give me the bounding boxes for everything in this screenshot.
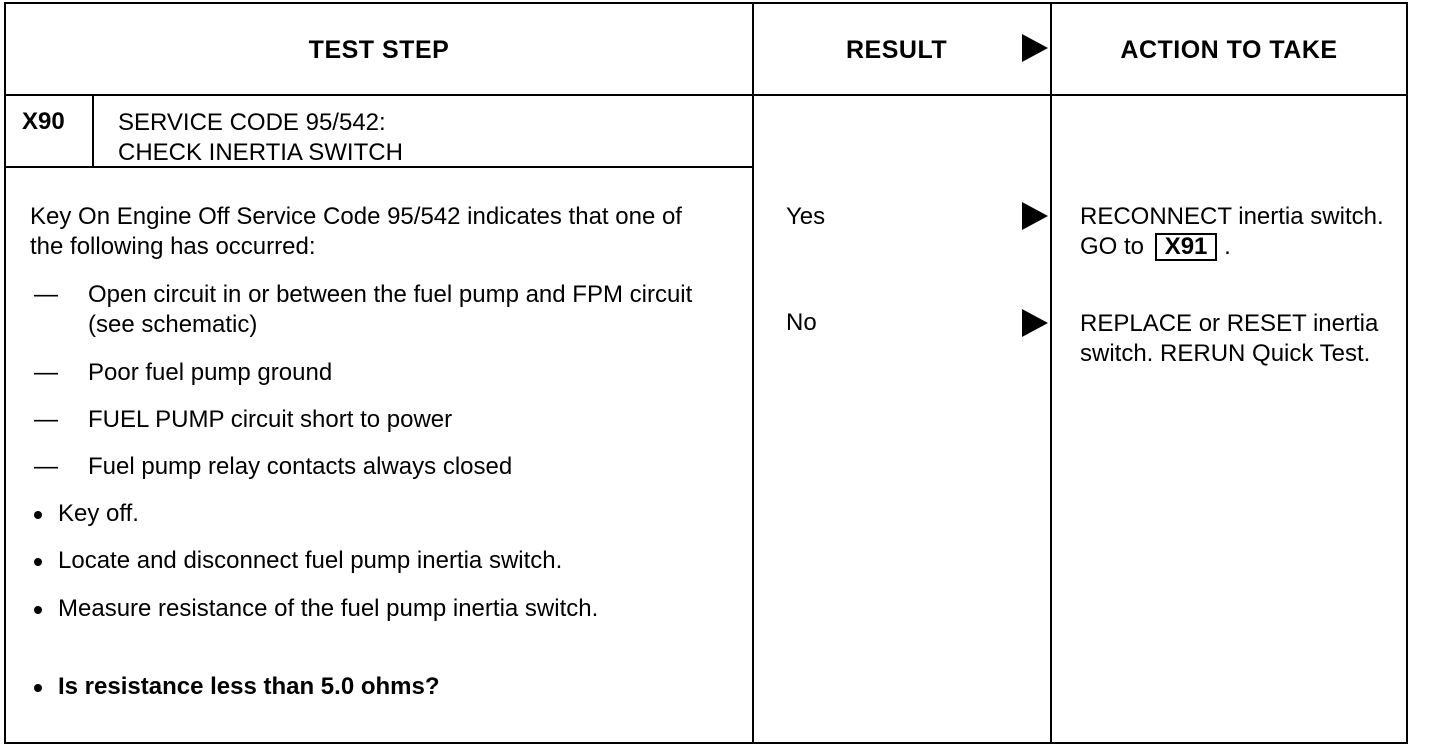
condition-text: Fuel pump relay contacts always closed [88,453,513,480]
bullet-icon [34,558,42,566]
result-no-arrow-icon [1022,309,1048,337]
dash-marker: — [34,453,58,480]
result-yes: Yes [786,203,826,230]
condition-text: Open circuit in or between the fuel pump and FPM circuit (see schematic) [88,281,693,338]
header-test-step: TEST STEP [308,35,450,64]
step-title-line-1: SERVICE CODE 95/542: [118,109,386,136]
action-yes-text: RECONNECT inertia switch. GO to [1080,203,1384,260]
step-title [118,108,738,168]
dash-marker: — [34,406,58,433]
step-bullet-text: Key off. [58,500,139,527]
step-bullet-text: Locate and disconnect fuel pump inertia switch. [58,547,563,574]
header-action: ACTION TO TAKE [1120,35,1338,64]
result-no: No [786,309,817,336]
action-yes [1080,202,1400,262]
header-result-arrow-icon [1022,34,1048,62]
condition-text: Poor fuel pump ground [88,359,333,386]
condition-text: FUEL PUMP circuit short to power [88,406,453,433]
column-divider-left [752,4,754,742]
step-id: X90 [22,108,65,135]
result-yes-arrow-icon [1022,202,1048,230]
bullet-icon [34,684,42,692]
intro-paragraph: Key On Engine Off Service Code 95/542 indicates that one of the following has occurred: [30,203,682,260]
dash-marker: — [34,359,58,386]
dash-marker: — [34,281,58,308]
bullet-icon [34,606,42,614]
test-step-table [4,2,1408,744]
bullet-icon [34,511,42,519]
question-text: Is resistance less than 5.0 ohms? [58,673,440,700]
column-divider-right [1050,4,1052,742]
step-id-divider [92,96,94,168]
action-no: REPLACE or RESET inertia switch. RERUN Quick Test. [1080,310,1379,367]
step-title-line-2: CHECK INERTIA SWITCH [118,139,403,166]
action-yes-tail: . [1224,233,1231,260]
header-result: RESULT [846,35,948,64]
step-reference-x91[interactable]: X91 [1155,233,1218,261]
step-bullet-text: Measure resistance of the fuel pump inertia switch. [58,595,599,622]
